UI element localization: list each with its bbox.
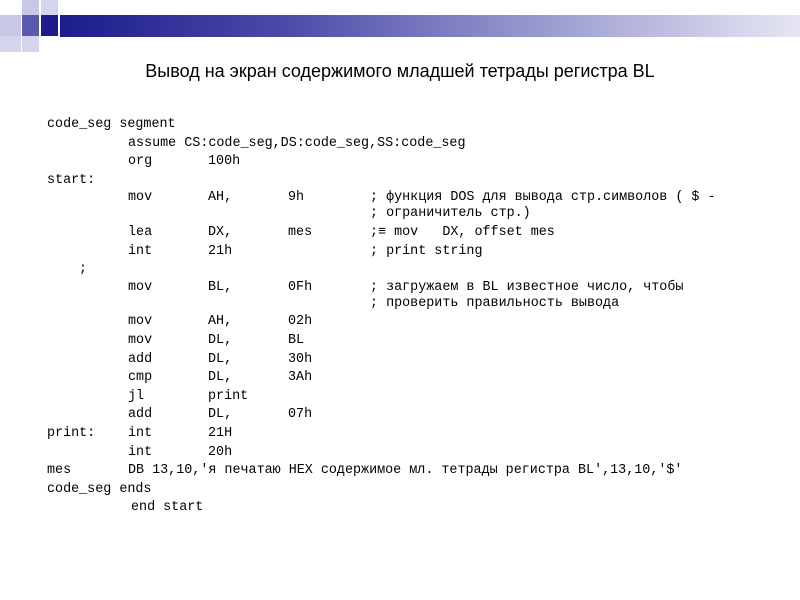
code-mnemonic: assume CS:code_seg,DS:code_seg,SS:code_seg	[128, 135, 466, 151]
code-comment: ; print string	[370, 243, 483, 259]
code-mnemonic: lea	[128, 224, 153, 240]
code-operand: 30h	[288, 351, 313, 367]
code-line	[47, 261, 787, 280]
code-label: mes	[47, 463, 72, 479]
code-line	[47, 406, 787, 425]
code-label: code_seg segment	[47, 117, 176, 132]
code-mnemonic: int	[128, 444, 153, 460]
code-mnemonic: mov	[128, 190, 153, 206]
code-operand: BL,	[208, 279, 233, 295]
code-mnemonic: add	[128, 407, 153, 423]
code-comment: ; ограничитель стр.)	[370, 206, 531, 222]
code-line	[47, 388, 787, 407]
code-line	[47, 205, 787, 224]
code-operand: mes	[288, 224, 313, 240]
code-line	[47, 295, 787, 314]
page-title: Вывод на экран содержимого младшей тетрады регистра BL	[145, 61, 655, 81]
code-mnemonic: mov	[128, 314, 153, 330]
code-mnemonic: int	[128, 243, 153, 259]
code-mnemonic: org	[128, 154, 153, 170]
code-operand: print	[208, 388, 249, 404]
code-mnemonic: DB 13,10,'я печатаю HEX содержимое мл. тетрады регистра BL',13,10,'$'	[128, 463, 683, 479]
code-line	[47, 243, 787, 262]
code-line	[47, 280, 787, 295]
code-line	[47, 153, 787, 172]
code-mnemonic: cmp	[128, 370, 153, 386]
code-operand: DL,	[208, 351, 233, 367]
code-operand: 100h	[208, 154, 241, 170]
code-operand: 20h	[208, 444, 233, 460]
code-operand: DL,	[208, 332, 233, 348]
code-line	[47, 332, 787, 351]
code-line	[47, 425, 787, 444]
code-operand: DL,	[208, 407, 233, 423]
code-line	[47, 172, 787, 191]
code-comment: ;≡ mov DX, offset mes	[370, 224, 555, 240]
code-line	[47, 481, 787, 500]
code-label: print:	[47, 425, 96, 441]
code-operand: AH,	[208, 314, 233, 330]
code-label: start:	[47, 172, 96, 188]
code-label: code_seg ends	[47, 481, 152, 497]
code-operand: 9h	[288, 190, 305, 206]
code-listing	[47, 116, 787, 518]
code-operand: 21H	[208, 425, 233, 441]
code-line	[47, 444, 787, 463]
code-line	[47, 462, 787, 481]
title-banner	[60, 15, 800, 37]
code-line	[47, 313, 787, 332]
code-comment: ; проверить правильность вывода	[370, 295, 620, 311]
code-comment: ; функция DOS для вывода стр.символов ( $ -	[370, 190, 716, 206]
code-operand: 3Ah	[288, 370, 313, 386]
code-line	[47, 116, 787, 135]
code-mnemonic: int	[128, 425, 153, 441]
code-operand: 07h	[288, 407, 313, 423]
code-mnemonic: jl	[128, 388, 145, 404]
code-line	[47, 135, 787, 154]
code-operand: 02h	[288, 314, 313, 330]
code-comment: ; загружаем в BL известное число, чтобы	[370, 279, 684, 295]
code-operand: DX,	[208, 224, 233, 240]
code-operand: BL	[288, 332, 305, 348]
code-label: ;	[79, 262, 88, 278]
code-operand: 21h	[208, 243, 233, 259]
code-mnemonic: mov	[128, 332, 153, 348]
code-mnemonic: mov	[128, 279, 153, 295]
code-line	[47, 369, 787, 388]
code-line	[47, 224, 787, 243]
code-mnemonic: add	[128, 351, 153, 367]
code-line	[47, 190, 787, 205]
code-mnemonic: end start	[131, 500, 204, 516]
code-operand: 0Fh	[288, 279, 313, 295]
code-line	[47, 351, 787, 370]
code-operand: AH,	[208, 190, 233, 206]
code-line	[47, 499, 787, 518]
code-operand: DL,	[208, 370, 233, 386]
